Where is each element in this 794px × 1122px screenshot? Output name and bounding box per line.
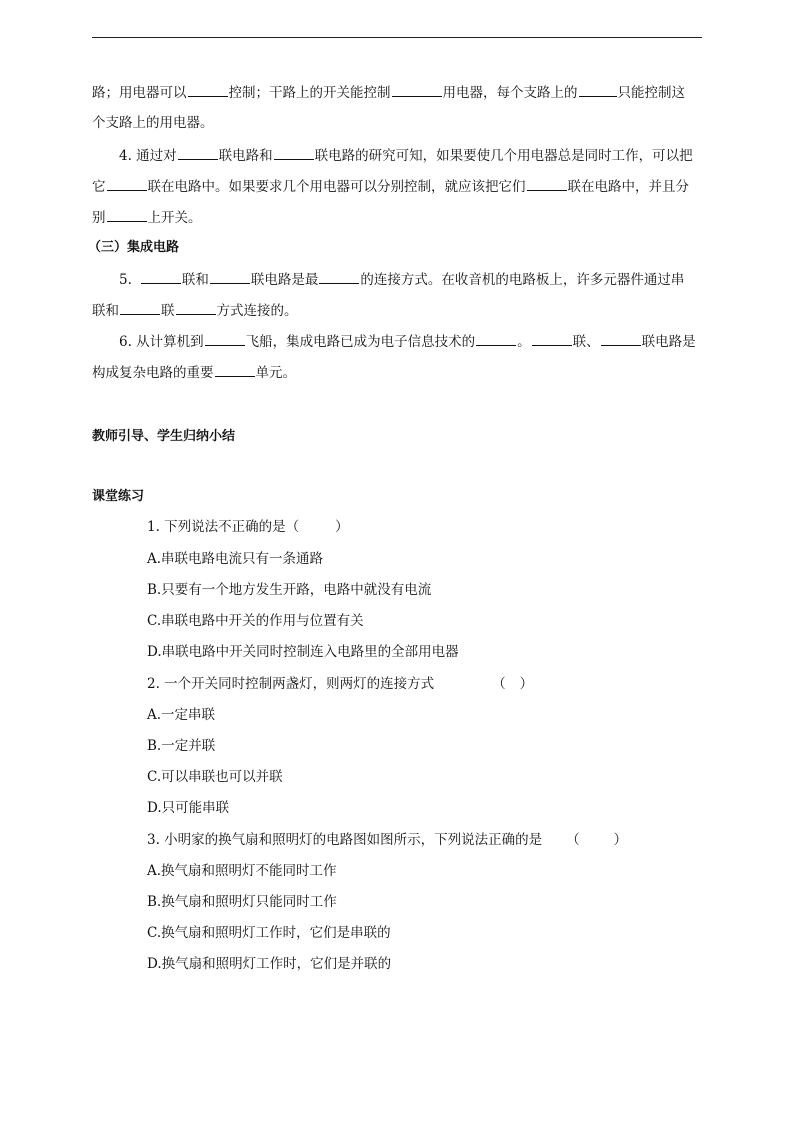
section-title: （三）集成电路 <box>88 240 180 255</box>
text: 别 <box>92 210 106 226</box>
answer-blank[interactable] <box>532 332 572 346</box>
answer-blank[interactable] <box>178 146 218 160</box>
answer-blank[interactable] <box>205 332 245 346</box>
text: 联电路的研究可知，如果要使几个用电器总是同时工作，可以把 <box>314 148 693 164</box>
exercise-2-option-b[interactable]: B.一定并联 <box>147 738 216 754</box>
text: 联和 <box>92 303 119 319</box>
text: 联电路是最 <box>250 272 319 288</box>
text: ） <box>613 832 628 848</box>
q6-line-2 <box>92 363 296 382</box>
text: 联在电路中。如果要求几个用电器可以分别控制，就应该把它们 <box>147 179 526 195</box>
q4-line-2 <box>92 177 689 196</box>
text: 。 <box>517 334 531 350</box>
para-line-2: 个支路上的用电器。 <box>92 115 214 131</box>
q5-line-2 <box>92 301 298 320</box>
exercise-1-option-a[interactable]: A.串联电路电流只有一条通路 <box>147 551 324 567</box>
para-line-1 <box>92 83 685 102</box>
answer-blank[interactable] <box>527 177 567 191</box>
text: 4. 通过对 <box>119 148 177 164</box>
exercise-1-option-b[interactable]: B.只要有一个地方发生开路，电路中就没有电流 <box>147 582 432 598</box>
text: 联电路和 <box>218 148 273 164</box>
text: 路；用电器可以 <box>92 85 187 101</box>
text: 5. <box>119 272 132 288</box>
text: ） <box>519 676 534 692</box>
summary-heading: 教师引导、学生归纳小结 <box>92 429 236 444</box>
answer-blank[interactable] <box>601 332 641 346</box>
exercise-2-stem <box>147 675 533 693</box>
answer-blank[interactable] <box>476 332 516 346</box>
answer-blank[interactable] <box>107 177 147 191</box>
text: 3. 小明家的换气扇和照明灯的电路图如图所示，下列说法正确的是 <box>147 832 543 848</box>
answer-blank[interactable] <box>120 301 160 315</box>
text: 联、 <box>572 334 600 350</box>
exercise-1-option-d[interactable]: D.串联电路中开关同时控制连入电路里的全部用电器 <box>147 644 459 660</box>
exercise-2-option-a[interactable]: A.一定串联 <box>147 707 216 723</box>
text: 单元。 <box>255 365 296 381</box>
exercise-3-stem <box>147 831 627 849</box>
answer-blank[interactable] <box>274 146 314 160</box>
text: 只能控制这 <box>617 85 685 101</box>
answer-blank[interactable] <box>107 208 147 222</box>
exercise-1-stem <box>147 518 349 536</box>
exercise-2-option-d[interactable]: D.只可能串联 <box>147 800 230 816</box>
header-rule <box>92 37 702 38</box>
answer-blank[interactable] <box>176 301 216 315</box>
exercise-2-option-c[interactable]: C.可以串联也可以并联 <box>147 769 283 785</box>
q5-line-1 <box>119 270 684 289</box>
text: ） <box>335 519 349 535</box>
exercise-3-option-c[interactable]: C.换气扇和照明灯工作时，它们是串联的 <box>147 925 391 941</box>
answer-blank[interactable] <box>215 363 255 377</box>
text: （ <box>492 676 506 692</box>
text: （ <box>566 832 580 848</box>
text: 2. 一个开关同时控制两盏灯，则两灯的连接方式 <box>147 676 435 692</box>
answer-blank[interactable] <box>319 270 359 284</box>
practice-heading: 课堂练习 <box>92 489 145 504</box>
exercise-1-option-c[interactable]: C.串联电路中开关的作用与位置有关 <box>147 613 364 629</box>
text: 6. 从计算机到 <box>119 334 204 350</box>
text: 构成复杂电路的重要 <box>92 365 214 381</box>
exercise-3-option-b[interactable]: B.换气扇和照明灯只能同时工作 <box>147 894 337 910</box>
answer-blank[interactable] <box>392 83 442 97</box>
text: 联 <box>161 303 175 319</box>
text: 联电路是 <box>641 334 696 350</box>
answer-blank[interactable] <box>579 83 617 97</box>
text: 联和 <box>181 272 209 288</box>
text: 上开关。 <box>147 210 202 226</box>
q6-line-1 <box>119 332 696 351</box>
text: 方式连接的。 <box>216 303 298 319</box>
answer-blank[interactable] <box>188 83 228 97</box>
q4-line-1 <box>119 146 693 165</box>
text: 它 <box>92 179 106 195</box>
text: 1. 下列说法不正确的是（ <box>147 519 300 535</box>
answer-blank[interactable] <box>210 270 250 284</box>
text: 飞船，集成电路已成为电子信息技术的 <box>245 334 476 350</box>
q4-line-3 <box>92 208 202 227</box>
exercise-3-option-a[interactable]: A.换气扇和照明灯不能同时工作 <box>147 863 337 879</box>
text: 的连接方式。在收音机的电路板上，许多元器件通过串 <box>360 272 685 288</box>
exercise-3-option-d[interactable]: D.换气扇和照明灯工作时，它们是并联的 <box>147 956 392 972</box>
text: 控制；干路上的开关能控制 <box>228 85 391 101</box>
answer-blank[interactable] <box>141 270 181 284</box>
text: 用电器，每个支路上的 <box>442 85 578 101</box>
text: 联在电路中，并且分 <box>567 179 689 195</box>
